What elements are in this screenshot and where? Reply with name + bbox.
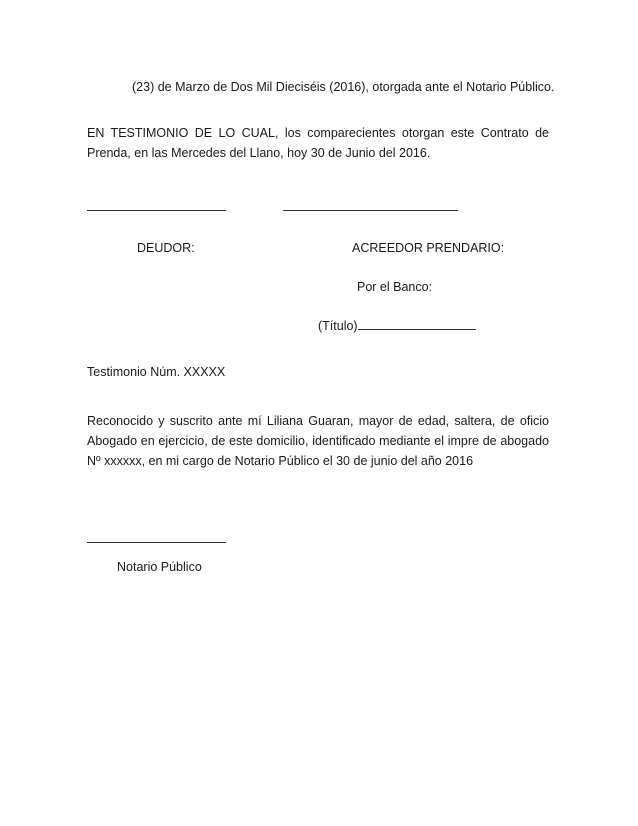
notary-signature-line: [87, 542, 226, 543]
creditor-label: ACREEDOR PRENDARIO:: [352, 241, 505, 255]
debtor-label: DEUDOR:: [137, 241, 195, 255]
testimonio-paragraph: EN TESTIMONIO DE LO CUAL, los comparecientes otorgan este Contrato de Prenda, en las Mercedes del Llano, hoy 30 de Junio del 2016.: [87, 126, 549, 160]
title-signature-line: [358, 329, 476, 330]
debtor-signature-line: [87, 210, 226, 211]
title-label: (Título): [318, 319, 358, 333]
opening-line: (23) de Marzo de Dos Mil Dieciséis (2016), otorgada ante el Notario Público.: [132, 80, 555, 94]
notary-signature-label: Notario Público: [117, 560, 202, 574]
bank-label: Por el Banco:: [357, 280, 433, 294]
creditor-signature-line: [283, 210, 458, 211]
notary-paragraph: Reconocido y suscrito ante mí Liliana Guaran, mayor de edad, saltera, de oficio Abogado en ejercicio, de este domicilio, identificado mediante el impre de abogado Nº xxxxxx, en mi cargo de Notario Público el 30 de junio del año 2016: [87, 414, 549, 468]
testimonio-number: Testimonio Núm. XXXXX: [87, 365, 226, 379]
